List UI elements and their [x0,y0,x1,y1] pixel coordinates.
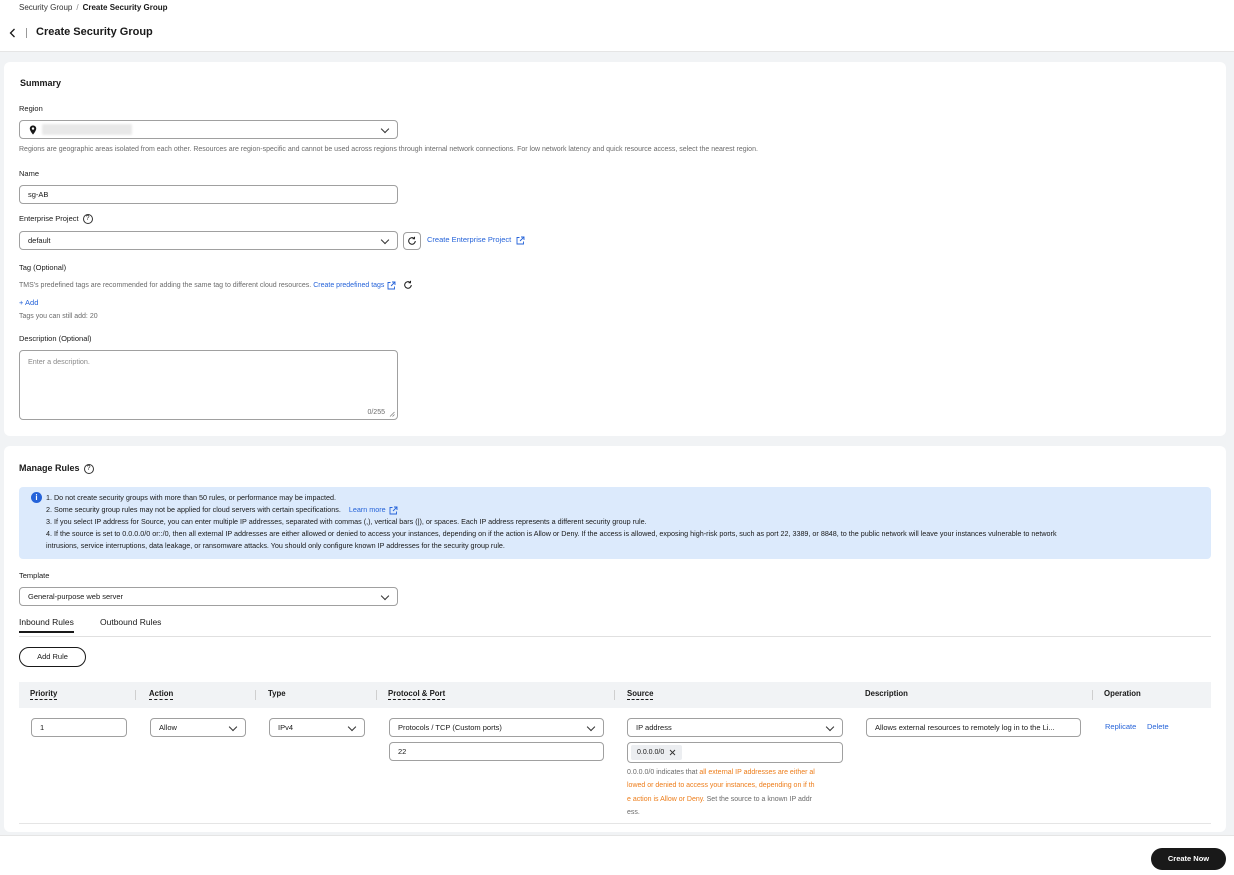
learn-more-link[interactable] [349,505,398,514]
column-divider [135,690,136,700]
external-link-icon [387,281,396,290]
tab-outbound-rules[interactable]: Outbound Rules [100,617,162,627]
refresh-button[interactable] [403,232,421,250]
column-divider [376,690,377,700]
priority-input[interactable]: 1 [31,718,127,737]
region-select[interactable] [19,120,398,139]
source-ip-input[interactable] [627,742,843,763]
region-label: Region [19,104,43,113]
tabs-divider [19,636,1211,637]
chevron-down-icon [587,723,595,731]
column-protocol-port[interactable]: Protocol & Port [388,689,446,698]
source-ip-tag-text: 0.0.0.0/0 [637,749,665,756]
warning-highlight-1: all external IP addresses are either al [699,769,815,776]
tag-label: Tag (Optional) [19,263,67,272]
chevron-down-icon [826,723,834,731]
summary-title: Summary [20,78,62,88]
source-type-value: IP address [636,723,672,732]
create-predefined-tags-link[interactable] [313,282,396,289]
location-pin-icon [29,125,37,135]
warning-text-4: ess. [627,808,640,816]
notice-line-5: intrusions, service interruptions, data leakage, or ransomware attacks. You should only configure known IP addresses for the security group rule. [46,541,505,550]
tab-inbound-rules[interactable]: Inbound Rules [19,617,74,633]
warning-text-3: Set the source to a known IP addr [704,795,812,803]
notice-line-4: 4. If the source is set to 0.0.0.0/0 or::/0, then all external IP addresses are either allowed or denied to access your instances, depending on if the action is Allow or Deny. If the access is allowed, exposing high-risk ports, such as port 22, 3389, or 8848, to the public network will leave your instances vulnerable to network [46,529,1057,538]
chevron-down-icon [348,723,356,731]
source-ip-tag [631,745,682,760]
action-value: Allow [159,723,177,732]
source-warning [627,766,845,819]
enterprise-project-select[interactable] [19,231,398,250]
column-source[interactable]: Source [627,689,654,698]
tags-remaining: Tags you can still add: 20 [19,313,98,320]
rules-notice [19,487,1211,559]
info-icon: i [31,492,42,503]
enterprise-project-value: default [28,236,51,245]
region-hint: Regions are geographic areas isolated from each other. Resources are region-specific and cannot be used across regions through internal network connections. For low network latency and quick resource access, select the nearest region. [19,146,758,153]
tag-hint-row [19,280,413,290]
breadcrumb-current: Create Security Group [82,3,168,12]
type-value: IPv4 [278,723,294,732]
tag-hint: TMS's predefined tags are recommended for adding the same tag to different cloud resources. [19,281,312,289]
create-enterprise-project-link[interactable] [427,235,525,245]
add-tag-link[interactable]: + Add [19,298,39,307]
description-counter: 0/255 [367,409,385,416]
footer-bar [0,835,1234,875]
column-divider [1092,690,1093,700]
external-link-icon [389,506,398,515]
external-link-icon [516,236,525,245]
warning-text-1: 0.0.0.0/0 indicates that [627,769,700,776]
action-select[interactable] [150,718,246,737]
column-action[interactable]: Action [149,689,174,698]
enterprise-project-label [19,214,93,224]
column-operation: Operation [1104,689,1141,698]
refresh-icon [407,236,417,246]
warning-highlight-3: e action is Allow or Deny. [627,795,705,803]
page-title: Create Security Group [36,26,153,38]
column-type: Type [268,689,286,698]
protocol-select[interactable] [389,718,604,737]
name-label: Name [19,169,40,178]
notice-line-2-text: 2. Some security group rules may not be applied for cloud servers with certain specifications. [46,505,341,514]
breadcrumb-separator: / [76,3,79,12]
delete-link[interactable]: Delete [1147,722,1169,731]
replicate-link[interactable]: Replicate [1105,722,1137,731]
chevron-down-icon [381,125,389,133]
notice-line-1: 1. Do not create security groups with more than 50 rules, or performance may be impacted. [46,493,337,502]
column-description: Description [865,689,908,698]
close-icon[interactable] [669,749,676,756]
description-textarea[interactable] [19,350,398,420]
port-input[interactable]: 22 [389,742,604,761]
create-enterprise-project-text: Create Enterprise Project [427,235,512,244]
back-arrow-icon[interactable] [6,26,20,40]
template-label: Template [19,571,50,580]
name-input[interactable]: sg-AB [19,185,398,204]
manage-rules-title [19,463,94,474]
column-divider [614,690,615,700]
rules-table-header [19,682,1211,708]
protocol-value: Protocols / TCP (Custom ports) [398,723,502,732]
row-divider [19,823,1211,824]
title-divider [26,28,27,38]
description-input[interactable]: Allows external resources to remotely log in to the Li... [866,718,1081,737]
help-icon[interactable]: ? [84,464,94,474]
page-header [0,0,1234,52]
notice-line-3: 3. If you select IP address for Source, you can enter multiple IP addresses, separated with commas (,), vertical bars (|), or spaces. Each IP address represents a different security group rule. [46,517,647,526]
chevron-down-icon [381,592,389,600]
template-select[interactable] [19,587,398,606]
breadcrumb [19,3,168,12]
summary-card [4,62,1226,436]
column-divider [255,690,256,700]
description-label: Description (Optional) [19,334,92,343]
breadcrumb-security-group[interactable]: Security Group [19,3,73,12]
type-select[interactable] [269,718,365,737]
learn-more-text: Learn more [348,505,386,514]
template-value: General-purpose web server [28,592,124,601]
column-priority[interactable]: Priority [30,689,58,698]
source-type-select[interactable] [627,718,843,737]
description-placeholder: Enter a description. [28,357,90,366]
help-icon[interactable]: ? [83,214,93,224]
enterprise-project-label-text: Enterprise Project [19,214,79,223]
warning-highlight-2: lowed or denied to access your instances, depending on if th [627,782,815,790]
chevron-down-icon [229,723,237,731]
manage-rules-card [4,446,1226,832]
create-now-button[interactable]: Create Now [1151,848,1226,870]
add-rule-button[interactable]: Add Rule [19,647,86,667]
region-value-blurred [42,124,132,135]
refresh-icon[interactable] [403,280,413,290]
chevron-down-icon [381,236,389,244]
create-predefined-tags-text: Create predefined tags [313,281,385,289]
manage-rules-title-text: Manage Rules [19,463,80,473]
resize-handle-icon[interactable] [389,411,395,417]
notice-line-2 [46,505,398,515]
